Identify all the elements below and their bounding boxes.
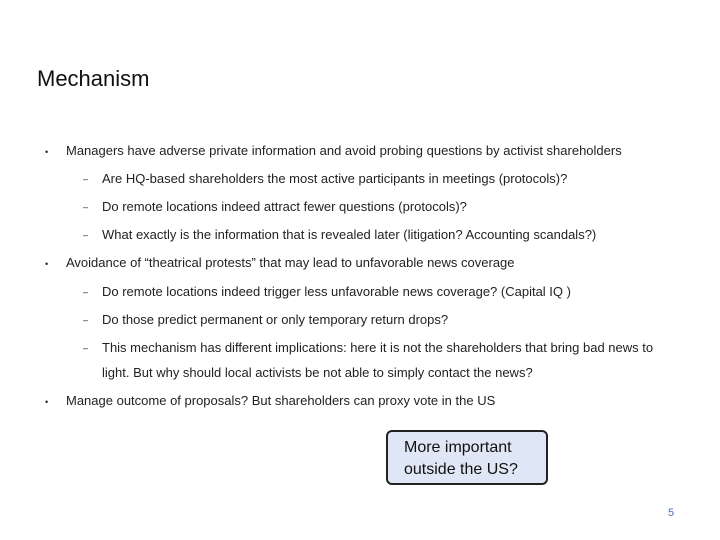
sub-bullet-marker: – xyxy=(83,343,89,353)
bullet-marker: • xyxy=(45,259,49,269)
sub-bullet-text: This mechanism has different implications: here it is not the shareholders that bring bad news to xyxy=(102,340,654,355)
bullet-text: Avoidance of “theatrical protests” that may lead to unfavorable news coverage xyxy=(66,255,515,270)
sub-bullet-marker: – xyxy=(83,315,89,325)
sub-bullet-marker: – xyxy=(83,287,89,297)
sub-bullet-marker: – xyxy=(83,230,89,240)
slide-title: Mechanism xyxy=(37,66,150,91)
bullet-text: Managers have adverse private information and avoid probing questions by activist shareholders xyxy=(66,143,622,158)
sub-bullet-continuation: light. But why should local activists be not able to simply contact the news? xyxy=(102,365,533,380)
page-number: 5 xyxy=(668,507,675,519)
bullet-marker: • xyxy=(45,147,49,157)
callout-line-1: More important xyxy=(404,439,512,456)
callout-line-2: outside the US? xyxy=(404,461,518,478)
bullet-text: Manage outcome of proposals? But shareholders can proxy vote in the US xyxy=(66,393,496,408)
sub-bullet-text: Do remote locations indeed attract fewer questions (protocols)? xyxy=(102,199,467,214)
sub-bullet-text: Are HQ-based shareholders the most active participants in meetings (protocols)? xyxy=(102,171,568,186)
callout-box xyxy=(386,430,548,485)
sub-bullet-text: Do those predict permanent or only temporary return drops? xyxy=(102,312,449,327)
sub-bullet-marker: – xyxy=(83,174,89,184)
bullet-marker: • xyxy=(45,397,49,407)
sub-bullet-marker: – xyxy=(83,202,89,212)
sub-bullet-text: Do remote locations indeed trigger less unfavorable news coverage? (Capital IQ ) xyxy=(102,284,571,299)
sub-bullet-text: What exactly is the information that is revealed later (litigation? Accounting scandals?) xyxy=(102,227,597,242)
